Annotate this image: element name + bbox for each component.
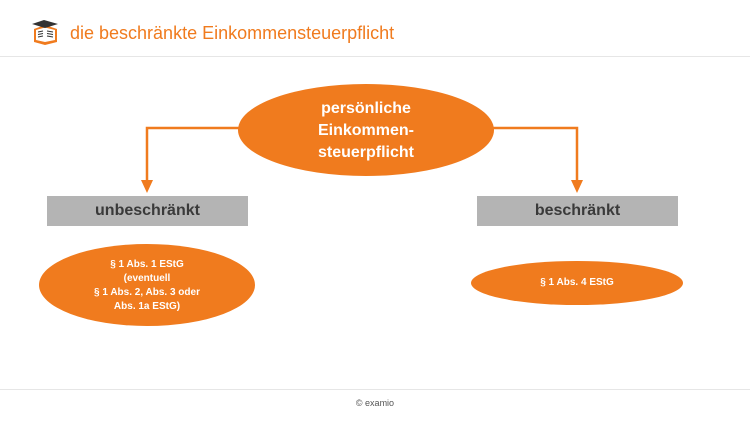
connector-left	[147, 128, 240, 184]
footer-divider	[0, 389, 750, 390]
root-line: Einkommen-	[317, 122, 414, 139]
root-line: persönliche	[321, 100, 411, 117]
page-title: die beschränkte Einkommensteuerpflicht	[70, 23, 395, 43]
left-detail-line: Abs. 1a EStG)	[113, 301, 181, 312]
left-detail-line: § 1 Abs. 2, Abs. 3 oder	[94, 287, 200, 298]
left-detail-label	[50, 258, 244, 314]
root-node-label	[240, 98, 492, 164]
footer-copyright: © examio	[355, 398, 395, 408]
root-line: steuerpflicht	[317, 144, 414, 161]
arrowhead-right	[571, 180, 583, 193]
connector-right	[492, 128, 577, 184]
arrowhead-left	[141, 180, 153, 193]
right-detail-label	[480, 276, 674, 290]
node-unbeschraenkt: unbeschränkt	[47, 196, 248, 226]
node-beschraenkt: beschränkt	[477, 196, 678, 226]
left-detail-line: § 1 Abs. 1 EStG	[110, 259, 184, 270]
right-detail-line: § 1 Abs. 4 EStG	[540, 277, 614, 288]
left-detail-line: (eventuell	[123, 273, 171, 284]
